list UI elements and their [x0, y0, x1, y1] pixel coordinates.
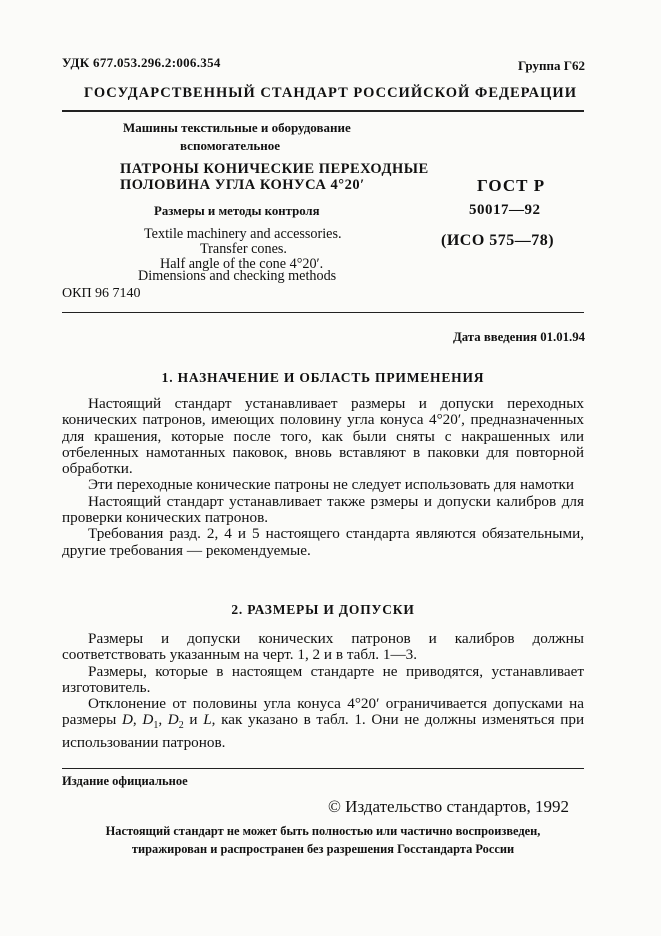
section-1-title: 1. НАЗНАЧЕНИЕ И ОБЛАСТЬ ПРИМЕНЕНИЯ	[161, 370, 485, 385]
variable-d1-subscript: 1	[153, 720, 159, 732]
section-1-paragraph-2: Эти переходные конические патроны не следует использовать для намотки	[88, 476, 574, 494]
header-rule	[62, 110, 584, 112]
group-code: Группа Г62	[517, 58, 585, 73]
standard-body-heading: ГОСУДАРСТВЕННЫЙ СТАНДАРТ РОССИЙСКОЙ ФЕДЕРАЦИИ	[83, 85, 577, 101]
english-title-line-2: Transfer cones.	[200, 241, 287, 257]
variable-d: D	[121, 711, 133, 729]
variable-d2-subscript: 2	[178, 720, 184, 732]
conjunction-and: и	[189, 711, 198, 729]
official-edition-note: Издание официальное	[62, 774, 188, 788]
section-2-paragraph-2: Размеры, которые в настоящем стандарте не приводятся, устанавливает изготовитель.	[62, 662, 584, 696]
section-2-paragraph-3-end: , как указано в табл. 1. Они не должны изменяться при использовании патронов.	[62, 711, 585, 751]
english-title-line-1: Textile machinery and accessories.	[144, 226, 342, 242]
section-1-paragraph-1: Настоящий стандарт устанавливает размеры и допуски переходных конических патронов, имеющих половину угла конуса 4°20′, предназначенных для крашения, которые после того, как были сняты с накрашенных или отбеленных намотанных паковок, вновь вставляют в паковки для повторной обработки.	[62, 395, 584, 478]
reproduction-notice-line-2: тиражирован и распространен без разрешения Госстандарта России	[131, 842, 515, 856]
iso-reference: (ИСО 575—78)	[441, 232, 555, 249]
subtitle: Размеры и методы контроля	[154, 204, 320, 218]
category-line-2: вспомогательное	[180, 138, 281, 153]
english-title-line-4: Dimensions and checking methods	[138, 268, 337, 284]
section-1-paragraph-4: Требования разд. 2, 4 и 5 настоящего стандарта являются обязательными, другие требования — рекомендуемые.	[62, 525, 584, 559]
title-block-rule	[62, 312, 584, 313]
gost-label: ГОСТ Р	[477, 176, 546, 195]
section-1-paragraph-3: Настоящий стандарт устанавливает также рзмеры и допуски калибров для проверки конических патронов.	[62, 492, 584, 527]
udc-code: УДК 677.053.296.2:006.354	[62, 55, 221, 70]
title-line-2: ПОЛОВИНА УГЛА КОНУСА 4°20′	[120, 177, 365, 193]
reproduction-notice	[62, 822, 584, 858]
section-2-paragraph-3-start: Отклонение от половины угла конуса 4°20′ ограничивается допусками на размеры	[62, 695, 584, 729]
variable-l: L	[203, 711, 212, 729]
okp-code: ОКП 96 7140	[62, 286, 141, 301]
english-title-line-3: Half angle of the cone 4°20′.	[160, 256, 324, 272]
section-2-body	[62, 631, 584, 751]
title-line-1: ПАТРОНЫ КОНИЧЕСКИЕ ПЕРЕХОДНЫЕ	[120, 161, 429, 177]
copyright: © Издательство стандартов, 1992	[328, 797, 569, 816]
section-2-paragraph-3: Отклонение от половины угла конуса 4°20′ ограничивается допусками на размеры D, $D_1$, $D_2$ и L, как указано в табл. 1. Они не должны изменяться при использовании патронов.	[62, 695, 585, 751]
introduction-date: Дата введения 01.01.94	[452, 330, 585, 344]
footer-rule	[62, 768, 584, 769]
category-line-1: Машины текстильные и оборудование	[123, 120, 351, 135]
reproduction-notice-line-1: Настоящий стандарт не может быть полностью или частично воспроизведен,	[105, 824, 541, 838]
variable-d2: D	[167, 711, 179, 729]
variable-d1: D	[142, 711, 154, 729]
section-1-body	[62, 396, 584, 559]
gost-number: 50017—92	[469, 202, 541, 218]
section-2-paragraph-1: Размеры и допуски конических патронов и калибров должны соответствовать указанным на черт. 1, 2 и в табл. 1—3.	[62, 630, 584, 664]
section-2-title: 2. РАЗМЕРЫ И ДОПУСКИ	[231, 602, 415, 617]
